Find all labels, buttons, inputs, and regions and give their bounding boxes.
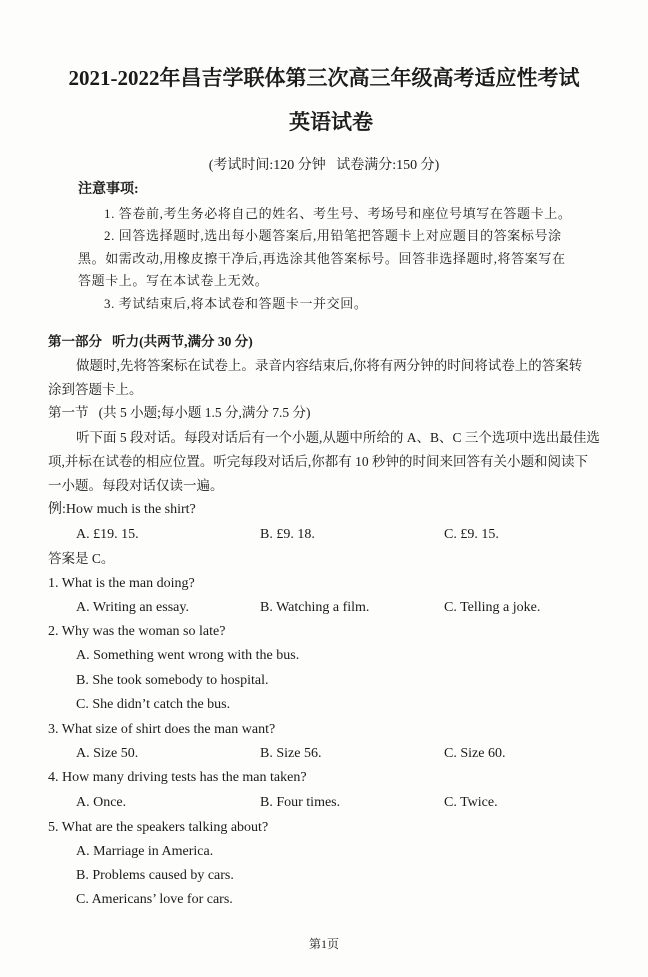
notes-line: 1. 答卷前,考生务必将自己的姓名、考生号、考场号和座位号填写在答题卡上。 — [104, 206, 572, 221]
section-instruction-line: 一小题。每段对话仅读一遍。 — [48, 478, 224, 493]
question-1: 1. What is the man doing? — [48, 576, 195, 591]
example-option-c: C. £9. 15. — [444, 527, 499, 542]
question-5-option-b: B. Problems caused by cars. — [76, 868, 234, 883]
question-4-option-b: B. Four times. — [260, 795, 341, 810]
question-1-option-c: C. Telling a joke. — [444, 600, 541, 615]
question-1-option-a: A. Writing an essay. — [76, 600, 189, 615]
part-heading: 第一部分 听力(共两节,满分 30 分) — [48, 334, 253, 349]
example-question: 例:How much is the shirt? — [48, 502, 196, 517]
question-5: 5. What are the speakers talking about? — [48, 820, 269, 835]
exam-title: 2021-2022年昌吉学联体第三次高三年级高考适应性考试 — [68, 66, 580, 90]
question-4: 4. How many driving tests has the man taken? — [48, 770, 307, 785]
section-instruction-line: 项,并标在试卷的相应位置。听完每段对话后,你都有 10 秒钟的时间来回答有关小题和阅读下 — [48, 454, 588, 469]
section-instruction-line: 听下面 5 段对话。每段对话后有一个小题,从题中所给的 A、B、C 三个选项中选出最佳选 — [76, 430, 600, 445]
question-3: 3. What size of shirt does the man want? — [48, 722, 276, 737]
notes-line: 2. 回答选择题时,选出每小题答案后,用铅笔把答题卡上对应题目的答案标号涂 — [104, 228, 562, 243]
question-2-option-c: C. She didn’t catch the bus. — [76, 697, 231, 712]
question-2-option-a: A. Something went wrong with the bus. — [76, 648, 300, 663]
question-5-option-a: A. Marriage in America. — [76, 844, 214, 859]
example-option-a: A. £19. 15. — [76, 527, 139, 542]
example-answer: 答案是 C。 — [48, 551, 115, 566]
question-2-option-b: B. She took somebody to hospital. — [76, 673, 269, 688]
exam-subtitle: 英语试卷 — [289, 110, 373, 134]
question-3-option-a: A. Size 50. — [76, 746, 139, 761]
example-option-b: B. £9. 18. — [260, 527, 315, 542]
question-2: 2. Why was the woman so late? — [48, 624, 226, 639]
notes-line: 答题卡上。写在本试卷上无效。 — [78, 273, 269, 288]
question-5-option-c: C. Americans’ love for cars. — [76, 892, 233, 907]
page-number: 第1页 — [308, 937, 339, 951]
question-4-option-c: C. Twice. — [444, 795, 498, 810]
notes-line: 黑。如需改动,用橡皮擦干净后,再选涂其他答案标号。回答非选择题时,将答案写在 — [78, 251, 566, 266]
instruction-line: 做题时,先将答案标在试卷上。录音内容结束后,你将有两分钟的时间将试卷上的答案转 — [76, 358, 583, 373]
section-heading: 第一节 (共 5 小题;每小题 1.5 分,满分 7.5 分) — [48, 405, 311, 420]
instruction-line: 涂到答题卡上。 — [48, 382, 143, 397]
question-3-option-c: C. Size 60. — [444, 746, 506, 761]
question-3-option-b: B. Size 56. — [260, 746, 322, 761]
question-1-option-b: B. Watching a film. — [260, 600, 370, 615]
notes-heading: 注意事项: — [78, 182, 139, 197]
notes-line: 3. 考试结束后,将本试卷和答题卡一并交回。 — [104, 296, 368, 311]
exam-info: (考试时间:120 分钟 试卷满分:150 分) — [208, 158, 440, 173]
question-4-option-a: A. Once. — [76, 795, 127, 810]
